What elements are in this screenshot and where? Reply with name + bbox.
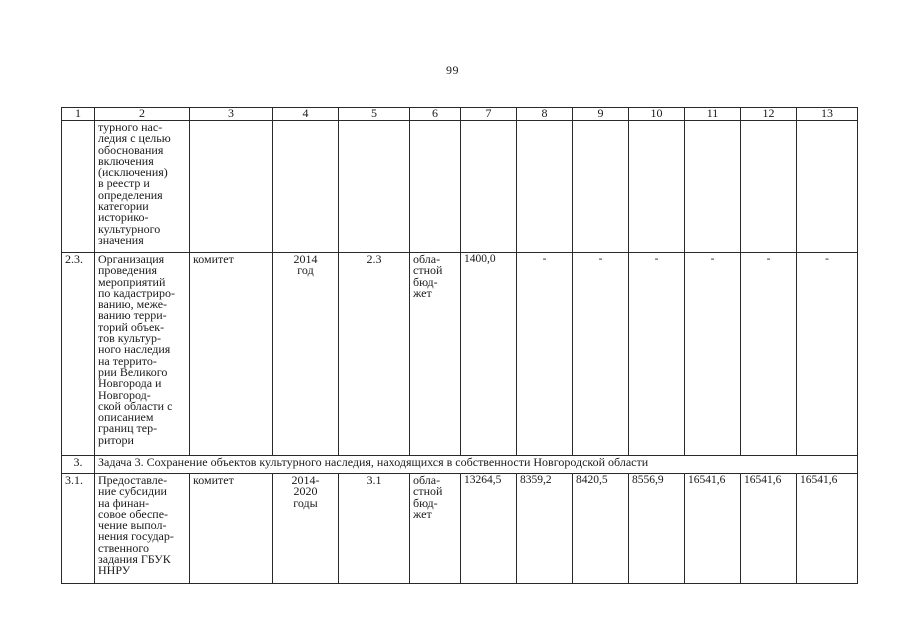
row-number: 3. (62, 456, 95, 474)
period-cell (273, 121, 339, 253)
period-cell: 2014- 2020 годы (273, 474, 339, 584)
table-row (62, 121, 858, 253)
value-cell (685, 121, 741, 253)
value-cell (741, 121, 797, 253)
target-cell: 2.3 (339, 253, 410, 456)
value-cell: 16541,6 (797, 474, 858, 584)
value-cell: 16541,6 (685, 474, 741, 584)
executor-cell: комитет (190, 474, 273, 584)
value-cell: - (573, 253, 629, 456)
value-cell: - (685, 253, 741, 456)
value-cell: 8556,9 (629, 474, 685, 584)
executor-cell (190, 121, 273, 253)
row-number (62, 121, 95, 253)
value-cell (629, 121, 685, 253)
header-cell: 8 (517, 108, 573, 121)
table-row (62, 474, 858, 584)
activity-name: Организация проведения мероприятий по кадастриро- ванию, меже- ванию терри- торий объек- тов культур- ного наследия на террито- рии Великого Новгорода и Новгород- ской области с описанием границ тер- ритори (95, 253, 190, 456)
table-row (62, 253, 858, 456)
header-cell: 13 (797, 108, 858, 121)
header-cell: 2 (95, 108, 190, 121)
value-cell: 13264,5 (461, 474, 517, 584)
value-cell (797, 121, 858, 253)
value-cell: - (741, 253, 797, 456)
executor-cell: комитет (190, 253, 273, 456)
program-table (61, 107, 858, 584)
activity-name: турного нас- ледия с целью обоснования включения (исключения) в реестр и определения категории историко- культурного значения (95, 121, 190, 253)
header-row (62, 108, 858, 121)
row-number: 3.1. (62, 474, 95, 584)
source-cell: обла- стной бюд- жет (410, 253, 461, 456)
header-cell: 11 (685, 108, 741, 121)
value-cell: - (797, 253, 858, 456)
header-cell: 4 (273, 108, 339, 121)
value-cell: 16541,6 (741, 474, 797, 584)
source-cell: обла- стной бюд- жет (410, 474, 461, 584)
header-cell: 9 (573, 108, 629, 121)
value-cell: - (517, 253, 573, 456)
value-cell (573, 121, 629, 253)
header-cell: 10 (629, 108, 685, 121)
source-cell (410, 121, 461, 253)
task-row (62, 456, 858, 474)
page-number: 99 (446, 63, 459, 77)
header-cell: 1 (62, 108, 95, 121)
header-cell: 7 (461, 108, 517, 121)
target-cell: 3.1 (339, 474, 410, 584)
value-cell: 8359,2 (517, 474, 573, 584)
value-cell: 1400,0 (461, 253, 517, 456)
value-cell (461, 121, 517, 253)
value-cell (517, 121, 573, 253)
row-number: 2.3. (62, 253, 95, 456)
task-title: Задача 3. Сохранение объектов культурного наследия, находящихся в собственности Новгородской области (95, 456, 858, 474)
period-cell: 2014 год (273, 253, 339, 456)
value-cell: 8420,5 (573, 474, 629, 584)
value-cell: - (629, 253, 685, 456)
header-cell: 5 (339, 108, 410, 121)
header-cell: 6 (410, 108, 461, 121)
target-cell (339, 121, 410, 253)
header-cell: 12 (741, 108, 797, 121)
activity-name: Предоставле- ние субсидии на финан- совое обеспе- чение выпол- нения государ- ственного задания ГБУК ННРУ (95, 474, 190, 584)
header-cell: 3 (190, 108, 273, 121)
